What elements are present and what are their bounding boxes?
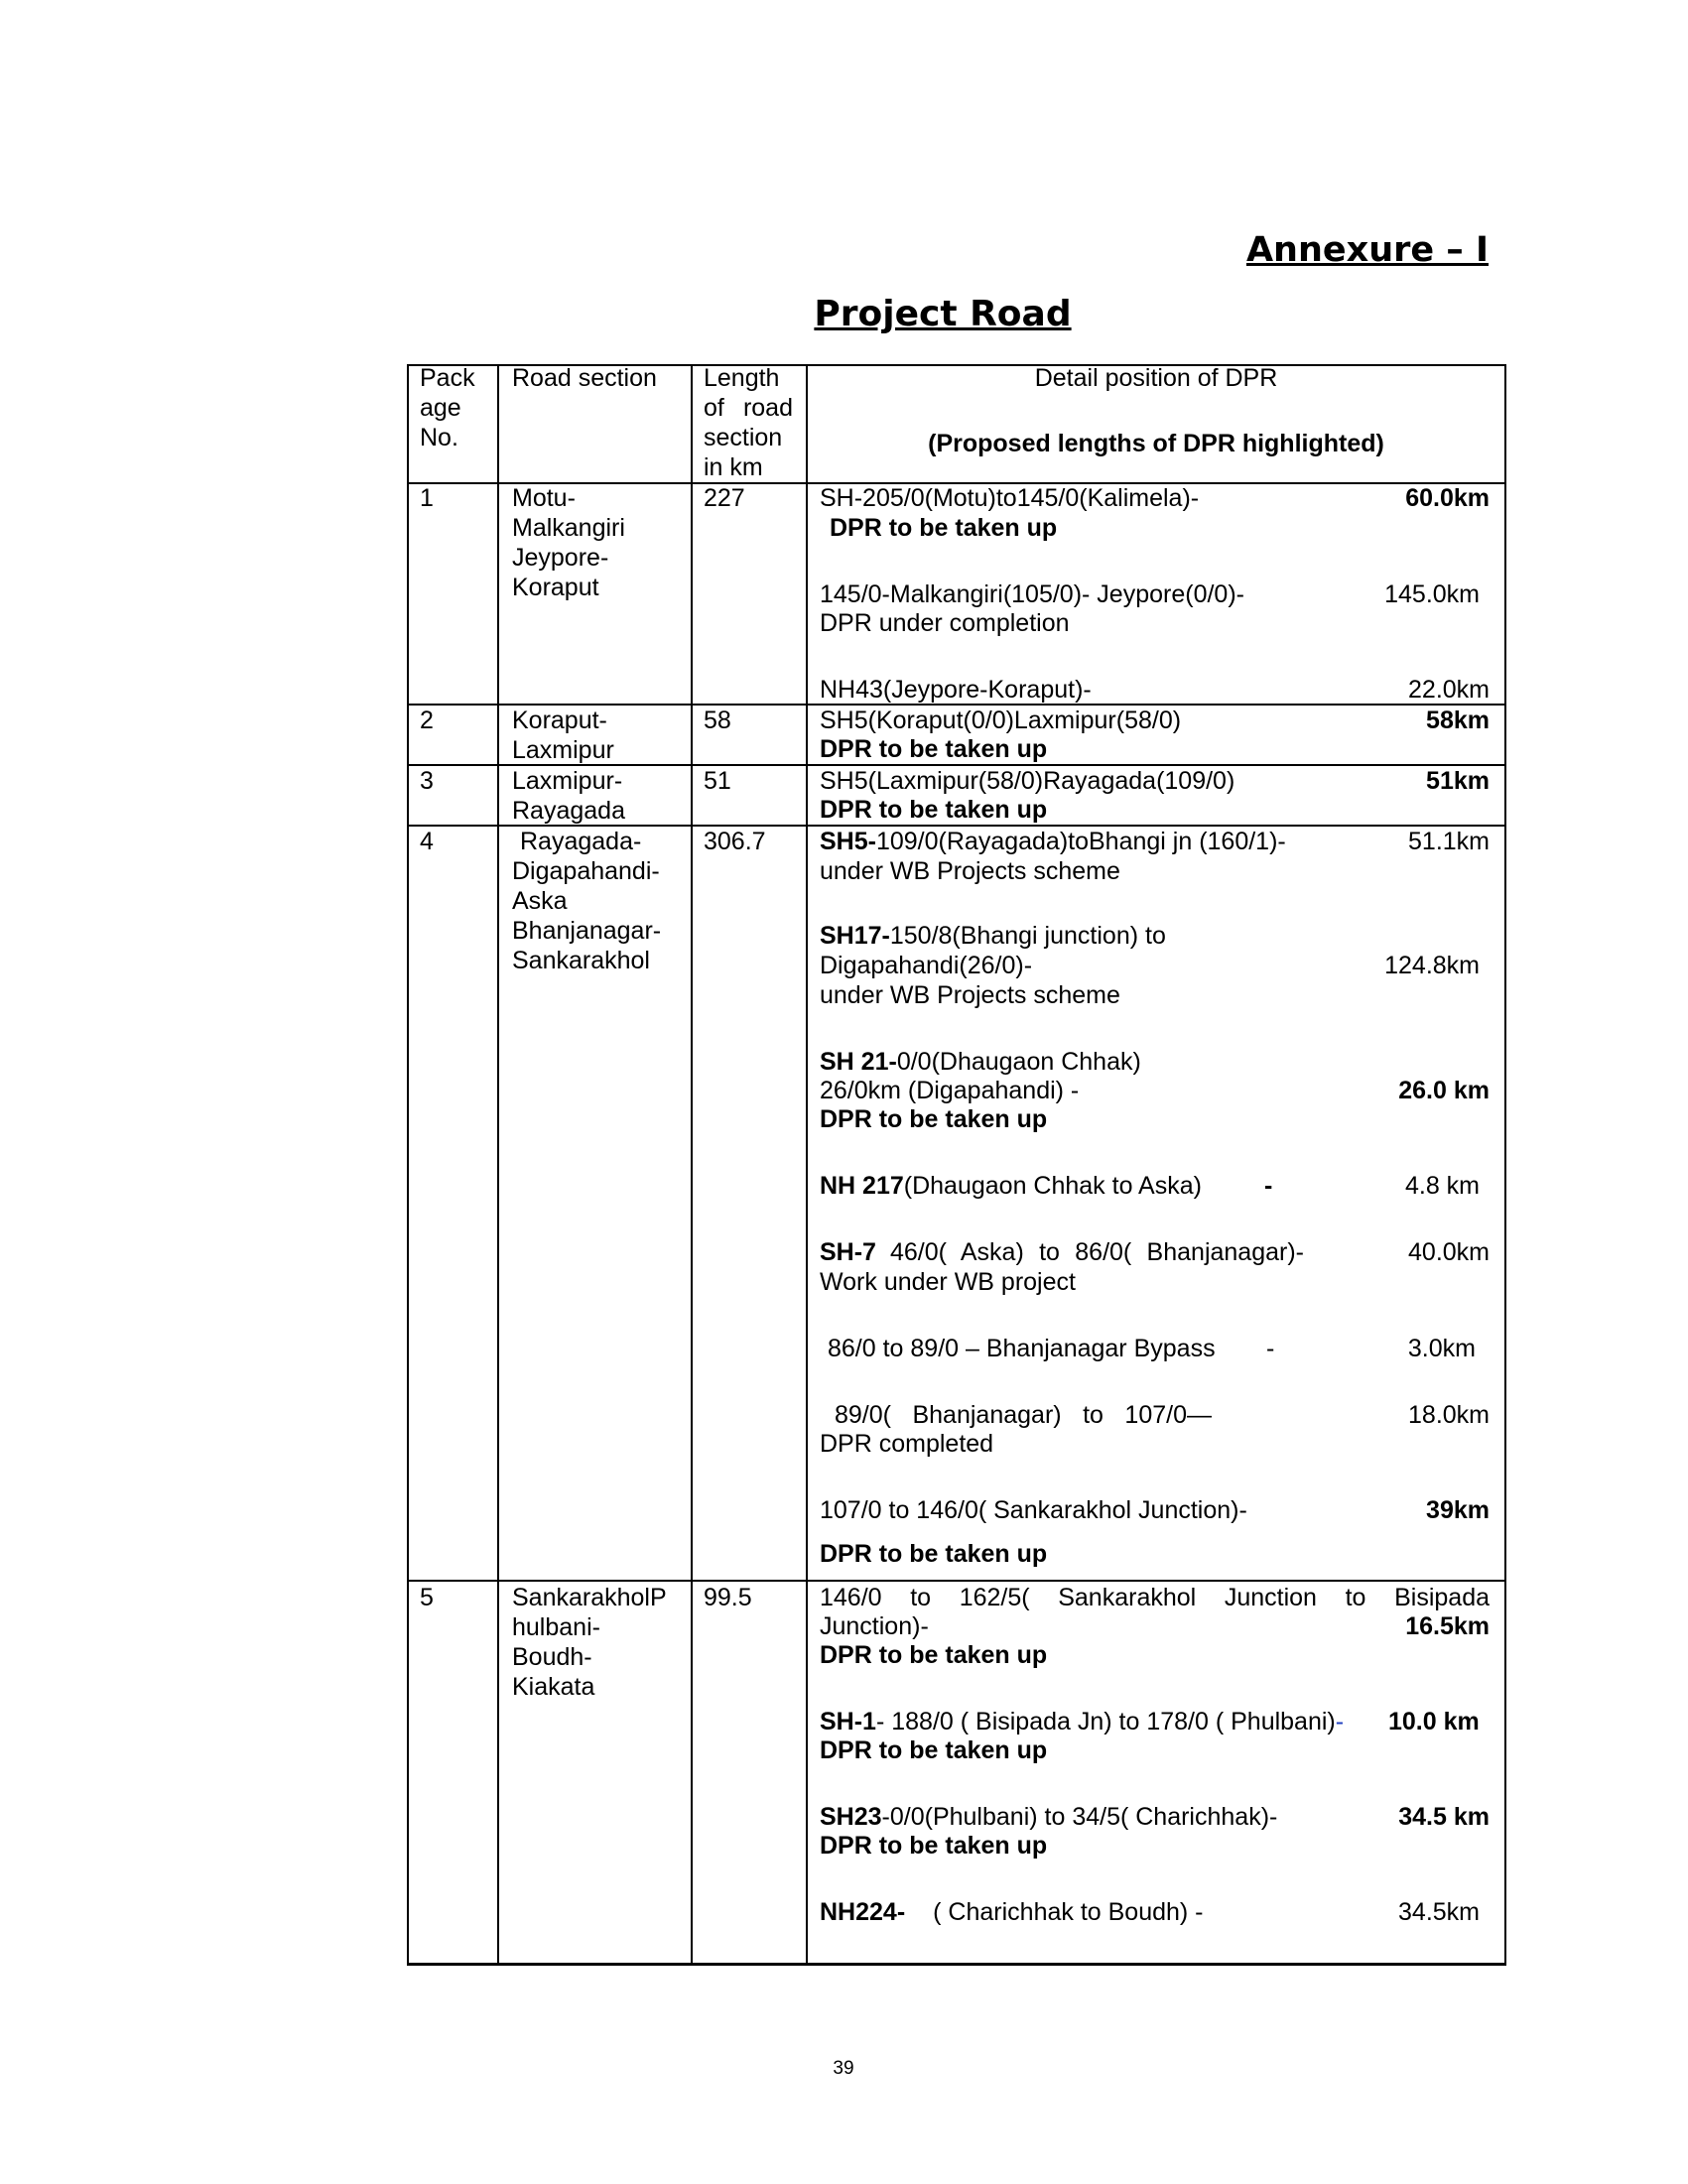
row-divider-4 (407, 1580, 1506, 1582)
annexure-title: Annexure – I (1245, 230, 1489, 270)
row4-d5-km: 40.0km (1408, 1238, 1490, 1266)
row4-d6-km: 3.0km (1407, 1335, 1476, 1362)
row1-d2-desc: 145/0-Malkangiri(105/0)- Jeypore(0/0)- (820, 580, 1244, 608)
header-detail-sub: (Proposed lengths of DPR highlighted) (928, 430, 1384, 457)
row1-d1-status: DPR to be taken up (830, 514, 1058, 542)
row4-d1-km: 51.1km (1408, 828, 1490, 855)
row4-d5-status: Work under WB project (820, 1268, 1076, 1296)
row1-road: Motu- Malkangiri Jeypore- Koraput (512, 484, 625, 601)
row3-no: 3 (420, 767, 434, 795)
row3-d1-desc: SH5(Laxmipur(58/0)Rayagada(109/0) (820, 767, 1235, 795)
row5-d4-km: 34.5km (1398, 1898, 1480, 1926)
row1-d1-desc: SH-205/0(Motu)to145/0(Kalimela)- (820, 484, 1200, 512)
row4-d1: SH5-109/0(Rayagada)toBhangi jn (160/1)- (820, 828, 1286, 855)
row5-d1-desc2: Junction)- (820, 1612, 929, 1640)
table-border-right (1504, 364, 1506, 1965)
header-package: Pack age No. (420, 364, 475, 451)
row4-d8-km: 39km (1426, 1496, 1490, 1524)
row4-d6: 86/0 to 89/0 – Bhanjanagar Bypass (828, 1335, 1216, 1362)
row5-d1-km: 16.5km (1405, 1612, 1490, 1640)
header-road-section: Road section (512, 364, 657, 392)
row5-d3: SH23-0/0(Phulbani) to 34/5( Charichhak)- (820, 1803, 1278, 1831)
row1-length: 227 (704, 484, 745, 512)
col-divider-1 (497, 364, 499, 1965)
table-border-left (407, 364, 409, 1965)
row2-road: Koraput- Laxmipur (512, 707, 614, 764)
page-number: 39 (833, 2058, 854, 2079)
row3-length: 51 (704, 767, 731, 795)
row5-d3-status: DPR to be taken up (820, 1832, 1048, 1860)
row5-d1-desc: 146/0 to 162/5( Sankarakhol Junction to Bisipada (820, 1584, 1490, 1611)
row5-d4: NH224- ( Charichhak to Boudh) - (820, 1898, 1204, 1926)
row4-d3-status: DPR to be taken up (820, 1105, 1048, 1133)
table-border-bottom (407, 1963, 1506, 1966)
row2-d1-status: DPR to be taken up (820, 735, 1048, 763)
row1-d1-km: 60.0km (1405, 484, 1490, 512)
row4-d6-dash: - (1266, 1335, 1275, 1362)
row5-road: SankarakholP hulbani- Boudh- Kiakata (512, 1584, 667, 1701)
row5-d1-status: DPR to be taken up (820, 1641, 1048, 1669)
row4-d3: SH 21-0/0(Dhaugaon Chhak) (820, 1048, 1141, 1076)
row4-d4-dash: - (1264, 1172, 1273, 1200)
row4-d3-desc2: 26/0km (Digapahandi) - (820, 1077, 1080, 1104)
col-divider-2 (691, 364, 693, 1965)
row4-d2-status: under WB Projects scheme (820, 981, 1120, 1009)
row4-d4: NH 217(Dhaugaon Chhak to Aska) (820, 1172, 1202, 1200)
row1-d2-status: DPR under completion (820, 609, 1070, 637)
row5-length: 99.5 (704, 1584, 752, 1611)
row1-d3-desc: NH43(Jeypore-Koraput)- (820, 676, 1092, 704)
row2-d1-desc: SH5(Koraput(0/0)Laxmipur(58/0) (820, 707, 1182, 734)
row4-d8: 107/0 to 146/0( Sankarakhol Junction)- (820, 1496, 1247, 1524)
row2-no: 2 (420, 707, 434, 734)
row2-d1-km: 58km (1426, 707, 1490, 734)
row5-d2-km: 10.0 km (1388, 1708, 1480, 1735)
page-title: Project Road (814, 294, 1072, 334)
row4-d2-desc2: Digapahandi(26/0)- (820, 952, 1033, 979)
row4-road: Rayagada- Digapahandi- Aska Bhanjanagar- Sankarakhol (512, 828, 662, 974)
row4-no: 4 (420, 828, 434, 855)
row4-d7: 89/0( Bhanjanagar) to 107/0— (835, 1401, 1212, 1429)
col-divider-3 (806, 364, 808, 1965)
row4-d8-status: DPR to be taken up (820, 1540, 1048, 1568)
row5-d2-status: DPR to be taken up (820, 1736, 1048, 1764)
header-length: Length of road section in km (704, 364, 793, 481)
row4-d1-status: under WB Projects scheme (820, 857, 1120, 885)
row4-d4-km: 4.8 km (1404, 1172, 1480, 1200)
row5-d3-km: 34.5 km (1398, 1803, 1490, 1831)
row1-d3-km: 22.0km (1408, 676, 1490, 704)
row3-d1-status: DPR to be taken up (820, 796, 1048, 824)
row3-d1-km: 51km (1426, 767, 1490, 795)
row5-d2: SH-1- 188/0 ( Bisipada Jn) to 178/0 ( Phulbani)- (820, 1708, 1345, 1735)
row1-d2-km: 145.0km (1384, 580, 1480, 608)
row4-d2-km: 124.8km (1384, 952, 1480, 979)
row5-no: 5 (420, 1584, 434, 1611)
row3-road: Laxmipur- Rayagada (512, 767, 625, 825)
row1-no: 1 (420, 484, 434, 512)
row4-d7-km: 18.0km (1408, 1401, 1490, 1429)
header-detail: Detail position of DPR (1034, 364, 1278, 392)
row4-d7-status: DPR completed (820, 1430, 994, 1458)
row4-d5: SH-7 46/0( Aska) to 86/0( Bhanjanagar)- (820, 1238, 1304, 1266)
row4-length: 306.7 (704, 828, 766, 855)
row4-d3-km: 26.0 km (1398, 1077, 1490, 1104)
row2-length: 58 (704, 707, 731, 734)
row4-d2: SH17-150/8(Bhangi junction) to (820, 922, 1166, 950)
